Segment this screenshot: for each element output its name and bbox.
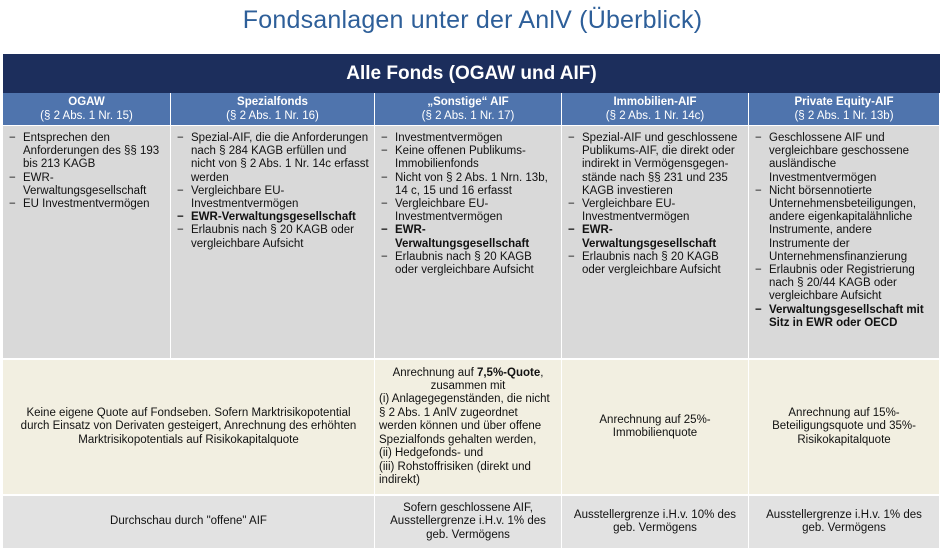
header-name: Spezialfonds [237,96,308,108]
quota-text: Anrechnung auf 15%-Beteiligungsquote und 35%-Risikokapitalquote [772,406,916,446]
list-item: − Erlaubnis nach § 20 KAGB oder vergleichbare Aufsicht [379,251,557,277]
header-name: Immobilien-AIF [613,96,697,108]
private-equity-aif-criteria [749,126,940,358]
header-immobilien-aif [562,93,749,125]
spezialfonds-criteria [171,126,375,358]
quota-suffix: , [540,366,544,379]
lookthrough-text: Sofern geschlossene AIF, Ausstellergrenze i.H.v. 1% des geb. Vermögens [390,501,546,541]
list-item: − Erlaubnis oder Registrierung nach § 20/44 KAGB oder vergleichbare Aufsicht [753,264,935,304]
quota-sonstige-text [375,367,561,488]
header-spezialfonds [171,93,375,125]
list-item: − EWR-Verwaltungsgesellschaft [7,172,166,198]
quota-line: zusammen mit [430,380,506,393]
ogaw-criteria [3,126,171,358]
header-ref: (§ 2 Abs. 1 Nr. 17) [421,110,515,122]
list-item: − Spezial-AIF, die die Anforderungen nach § 284 KAGB erfüllen und nicht von § 2 Abs. 1 Nr. 14c erfasst werden [175,132,370,185]
list-item: − Investmentvermögen [379,132,557,145]
header-name: „Sonstige“ AIF [427,96,509,108]
list-item: − Geschlossene AIF und vergleichbare geschossene ausländische Investmentvermögen [753,132,935,185]
lookthrough-cell-private-equity [749,496,940,548]
list-item: − Nicht von § 2 Abs. 1 Nrn. 13b, 14 c, 15 und 16 erfasst [379,172,557,198]
header-private-equity-aif [749,93,940,125]
header-ref: (§ 2 Abs. 1 Nr. 14c) [605,110,705,122]
list-item: − Verwaltungsgesellschaft mit Sitz in EWR oder OECD [753,304,935,330]
quota-cell-private-equity [749,360,940,494]
list-item: − Vergleichbare EU-Investmentvermögen [175,185,370,211]
list-item: − Nicht börsennotierte Unternehmensbeteiligungen, andere eigenkapitalähnliche Instrumente, andere Instrumente der Unternehmensfinanzierung [753,185,935,264]
lookthrough-text: Ausstellergrenze i.H.v. 1% des geb. Vermögens [766,508,922,534]
lookthrough-cell-immobilien [562,496,749,548]
header-ref: (§ 2 Abs. 1 Nr. 15) [40,110,133,122]
quota-cell-immobilien [562,360,749,494]
list-item: − Vergleichbare EU-Investmentvermögen [566,198,744,224]
lookthrough-text: Durchschau durch "offene" AIF [110,515,267,528]
list-item: − Entsprechen den Anforderungen des §§ 193 bis 213 KAGB [7,132,166,172]
quota-text: Anrechnung auf 25%-Immobilienquote [599,413,711,439]
quota-line: (i) Anlagegegenständen, die nicht § 2 Abs. 1 AnlV zugeordnet werden können und über offene Spezialfonds gehalten werden, [379,393,550,446]
quota-text: Keine eigene Quote auf Fondseben. Sofern Marktrisikopotential durch Einsatz von Derivaten gesteigert, Anrechnung des erhöhten Marktrisikopotentials auf Risikokapitalquote [20,406,357,446]
header-name: Private Equity-AIF [794,96,894,108]
all-funds-banner: Alle Fonds (OGAW und AIF) [3,54,940,93]
list-item: − Erlaubnis nach § 20 KAGB oder vergleichbare Aufsicht [175,224,370,250]
page-title: Fondsanlagen unter der AnlV (Überblick) [242,6,703,34]
list-item: − EWR-Verwaltungsgesellschaft [175,211,370,224]
quota-highlight: 7,5%-Quote [476,366,541,379]
immobilien-aif-criteria [562,126,749,358]
header-name: OGAW [68,96,105,108]
quota-cell-ogaw-spezial [3,360,375,494]
sonstige-aif-criteria [375,126,562,358]
list-item: − EWR-Verwaltungsgesellschaft [379,224,557,250]
quota-prefix: Anrechnung auf [392,366,477,379]
quota-line: (ii) Hedgefonds- und [379,447,484,460]
list-item: − Keine offenen Publikums-Immobilienfonds [379,145,557,171]
lookthrough-text: Ausstellergrenze i.H.v. 10% des geb. Vermögens [573,508,737,534]
header-ogaw [3,93,171,125]
header-ref: (§ 2 Abs. 1 Nr. 16) [226,110,319,122]
list-item: − Spezial-AIF und geschlossene Publikums-AIF, die direkt oder indirekt in Vermögensgegen-stände nach §§ 231 und 235 KAGB investieren [566,132,744,198]
list-item: − Vergleichbare EU-Investmentvermögen [379,198,557,224]
quota-line: (iii) Rohstoffrisiken (direkt und indirekt) [379,460,531,486]
lookthrough-cell-ogaw-spezial [3,496,375,548]
header-ref: (§ 2 Abs. 1 Nr. 13b) [794,110,894,122]
quota-cell-sonstige [375,360,562,494]
list-item: − Erlaubnis nach § 20 KAGB oder vergleichbare Aufsicht [566,251,744,277]
list-item: − EU Investmentvermögen [7,198,166,211]
list-item: − EWR-Verwaltungsgesellschaft [566,224,744,250]
header-sonstige-aif [375,93,562,125]
lookthrough-cell-sonstige [375,496,562,548]
